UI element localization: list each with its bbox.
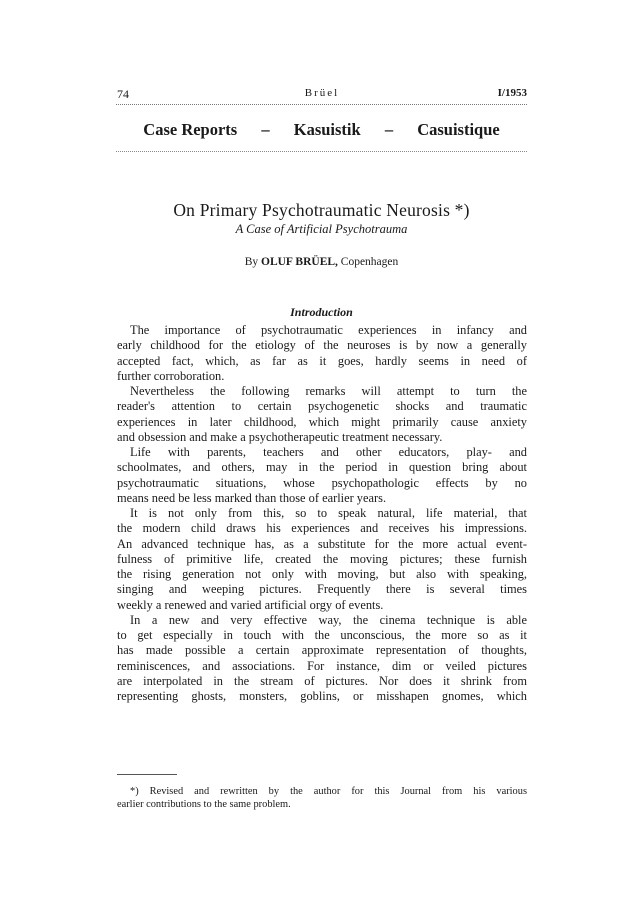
byline bbox=[116, 256, 527, 268]
text-line: experiences in later childhood, which might primarily cause anxiety bbox=[117, 414, 527, 429]
section-rule bbox=[116, 151, 527, 152]
text-line: reader's attention to certain psychogenetic shocks and traumatic bbox=[117, 399, 527, 414]
author-name: OLUF BRÜEL, bbox=[261, 256, 338, 268]
text-line: accepted fact, which, as far as it goes, hardly seems in need of bbox=[117, 353, 527, 368]
text-line: and obsession and make a psychotherapeutic treatment necessary. bbox=[117, 429, 443, 444]
text-line: reminiscences, and associations. For instance, dim or veiled pictures bbox=[117, 658, 527, 673]
footnote-line: earlier contributions to the same problem. bbox=[117, 799, 291, 810]
text-line: psychotraumatic situations, whose psychopathologic effects by no bbox=[117, 475, 527, 490]
text-line: In a new and very effective way, the cinema technique is able bbox=[130, 612, 527, 627]
footnote-line: *) Revised and rewritten by the author for this Journal from his various bbox=[130, 786, 527, 797]
text-line: Nevertheless the following remarks will attempt to turn the bbox=[130, 384, 527, 398]
text-line: to get especially in touch with the unconscious, the more so as it bbox=[117, 628, 527, 642]
section-french: Casuistique bbox=[417, 120, 500, 139]
article-title: On Primary Psychotraumatic Neurosis *) bbox=[173, 200, 470, 220]
text-line: the modern child draws his experiences and receives his impressions. bbox=[117, 521, 527, 536]
text-line: An advanced technique has, as a substitute for the more actual event- bbox=[117, 536, 527, 551]
text-line: representing ghosts, monsters, goblins, or misshapen gnomes, which bbox=[117, 689, 527, 703]
text-line: further corroboration. bbox=[117, 368, 225, 383]
text-line: means need be less marked than those of earlier years. bbox=[117, 490, 387, 505]
text-line: The importance of psychotraumatic experiences in infancy and bbox=[130, 323, 527, 337]
footnote bbox=[117, 785, 527, 811]
body-text bbox=[117, 323, 527, 704]
footnote-rule bbox=[117, 774, 177, 775]
text-line: Life with parents, teachers and other educators, play- and bbox=[130, 445, 527, 459]
section-banner bbox=[116, 120, 527, 142]
text-line: singing and weeping pictures. Frequently there is several times bbox=[117, 582, 527, 597]
text-line: schoolmates, and others, may in the period in question bring about bbox=[117, 460, 527, 475]
author-location: Copenhagen bbox=[340, 256, 399, 268]
text-line: weekly a renewed and varied artificial orgy of events. bbox=[117, 597, 384, 612]
section-english: Case Reports bbox=[143, 120, 238, 139]
section-separator: – bbox=[261, 120, 270, 139]
running-head bbox=[117, 87, 527, 103]
text-line: the rising generation not only with moving, but also with speaking, bbox=[117, 567, 527, 581]
running-head-author: Brüel bbox=[304, 87, 340, 99]
page-number: 74 bbox=[117, 87, 129, 101]
article-subtitle: A Case of Artificial Psychotrauma bbox=[235, 222, 408, 236]
text-line: fulness of primitive life, created the moving pictures; these furnish bbox=[117, 551, 527, 566]
section-german: Kasuistik bbox=[293, 120, 361, 139]
section-heading: Introduction bbox=[290, 305, 353, 319]
section-separator: – bbox=[384, 120, 394, 139]
text-line: It is not only from this, so to speak natural, life material, that bbox=[130, 506, 527, 520]
byline-prefix: By bbox=[244, 256, 259, 268]
text-line: has made possible a certain approximate representation of thoughts, bbox=[117, 643, 527, 658]
text-line: early childhood for the etiology of the neuroses is by now a generally bbox=[117, 338, 527, 353]
issue-number: I/1953 bbox=[497, 87, 527, 99]
header-rule bbox=[116, 104, 527, 105]
text-line: are interpolated in the stream of pictures. Nor does it shrink from bbox=[117, 673, 527, 688]
